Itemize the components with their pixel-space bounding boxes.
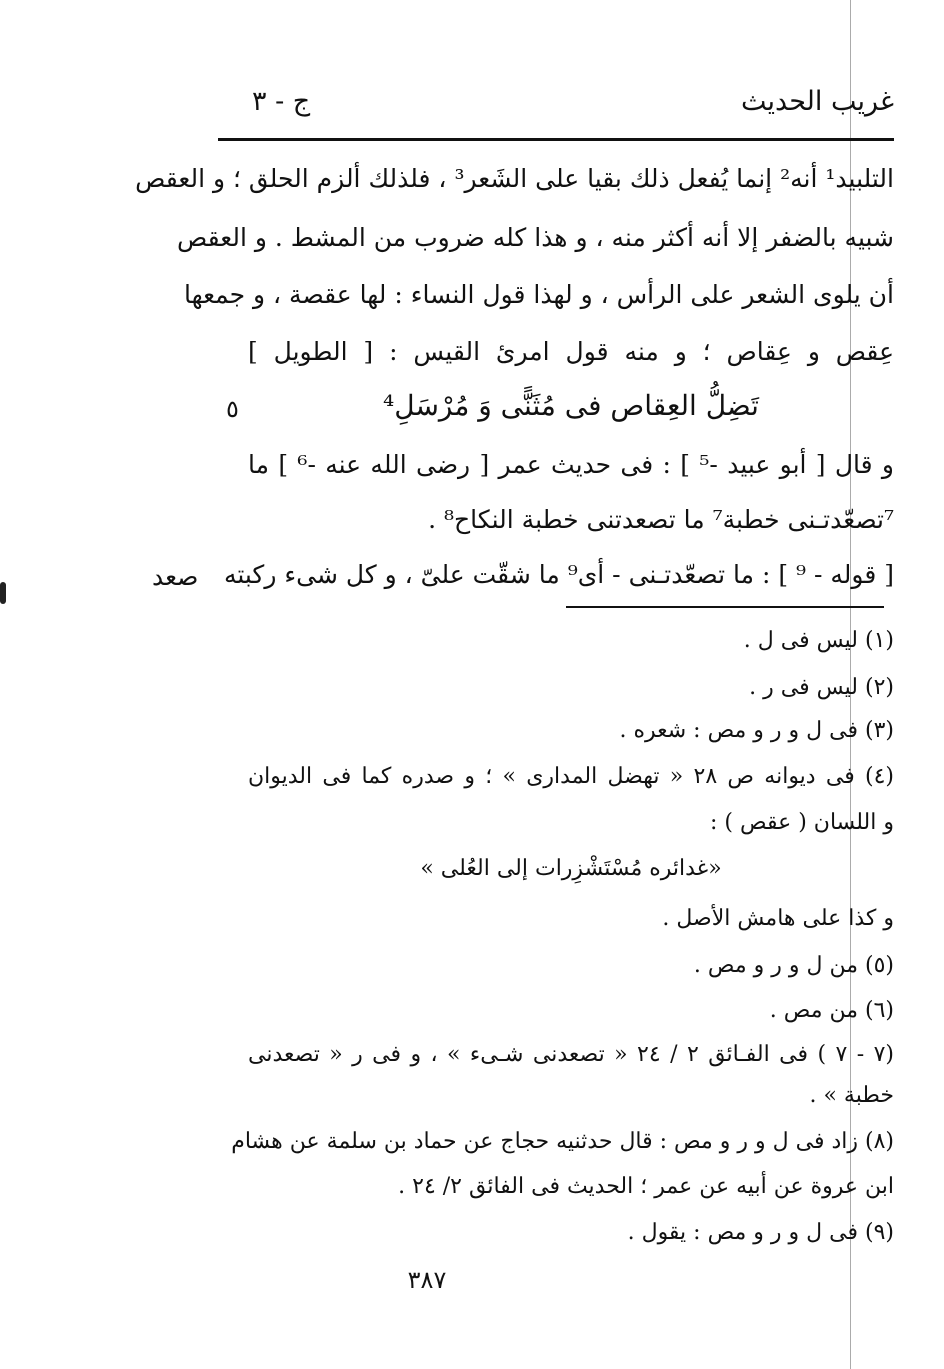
page-number: ٣٨٧ [407, 1266, 447, 1294]
footnote: ابن عروة عن أبيه عن عمر ؛ الحديث فى الفائق ٢/ ٢٤ . [398, 1174, 894, 1199]
footnote: و اللسان ( عقص ) : [710, 810, 894, 835]
footnote: (٩) فى ل و ر و مص : يقول . [627, 1220, 894, 1245]
footnote-verse: «غدائره مُسْتَشْزِرات إلى العُلى » [420, 856, 722, 881]
body-line: التلبيد¹ أنه² إنما يُفعل ذلك بقيا على الشَعر³ ، فلذلك ألزم الحلق ؛ و العقص [135, 164, 894, 193]
margin-keyword: صعد [152, 562, 199, 591]
body-line: [ قوله - ⁹ ] : ما تصعّدتـنى - أى⁹ ما شقّت علىّ ، و كل شىء ركبته [223, 560, 894, 589]
body-line: عِقص و عِقاص ؛ و منه قول امرئ القيس : [ الطويل ] [248, 337, 894, 366]
body-line: شبيه بالضفر إلا أنه أكثر منه ، و هذا كله ضروب من المشط . و العقص [177, 223, 894, 252]
header-rule [218, 138, 894, 141]
margin-line-number: ٥ [226, 395, 239, 423]
footnote: و كذا على هامش الأصل . [662, 906, 894, 931]
footnote: (٣) فى ل و ر و مص : شعره . [619, 718, 894, 743]
footnote: خطبة » . [809, 1083, 894, 1108]
footnote-rule [566, 606, 884, 608]
footnote: (٨) زاد فى ل و ر و مص : قال حدثنيه حجاج عن حماد بن سلمة عن هشام [231, 1129, 894, 1154]
footnote: (٢) ليس فى ر . [749, 675, 894, 700]
body-line: ⁷تصعّدتـنى خطبة⁷ ما تصعدتنى خطبة النكاح⁸ . [428, 505, 894, 534]
footnote: (١) ليس فى ل . [743, 628, 894, 653]
running-header-title: غريب الحديث [741, 86, 894, 117]
poetry-verse: تَضِلُّ العِقاص فى مُثَنًّى وَ مُرْسَلِ⁴ [383, 389, 759, 422]
binding-edge-mark [0, 582, 6, 604]
footnote: (٥) من ل و ر و مص . [693, 953, 894, 978]
footnote: (٧ - ٧ ) فى الفـائق ٢ / ٢٤ « تصعدنى شـىء » ، و فى ر « تصعدنى [248, 1042, 894, 1067]
running-header-volume: ج - ٣ [252, 86, 311, 117]
body-line: أن يلوى الشعر على الرأس ، و لهذا قول النساء : لها عقصة ، و جمعها [183, 280, 894, 309]
body-line: و قال [ أبو عبيد -⁵ ] : فى حديث عمر [ رضى الله عنه -⁶ ] ما [248, 450, 895, 479]
footnote: (٦) من مص . [769, 998, 894, 1023]
footnote: (٤) فى ديوانه ص ٢٨ « تهضل المدارى » ؛ و صدره كما فى الديوان [248, 764, 894, 789]
